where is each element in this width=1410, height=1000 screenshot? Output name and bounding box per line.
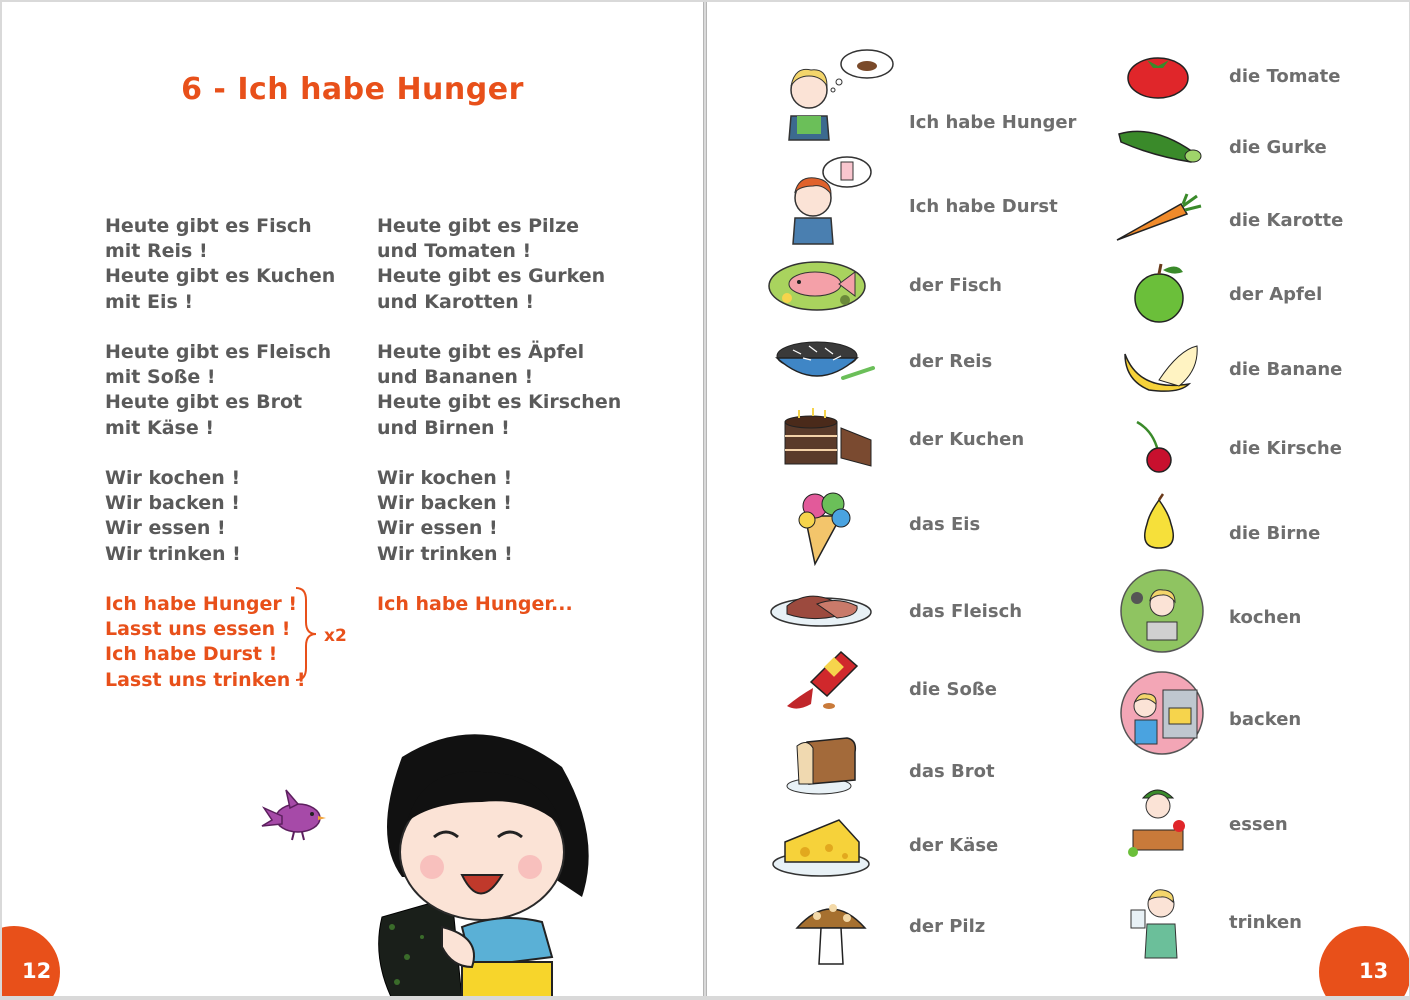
verse-line: Heute gibt es Kuchen bbox=[105, 265, 336, 288]
refrain bbox=[105, 592, 306, 693]
verse-line: Wir trinken ! bbox=[377, 542, 513, 565]
verse-line: mit Eis ! bbox=[105, 290, 194, 313]
vocab-trinken: trinken bbox=[1229, 912, 1302, 933]
verse-line: Heute gibt es Gurken bbox=[377, 265, 606, 288]
vocab-kaese: der Käse bbox=[909, 835, 999, 856]
curly-brace bbox=[294, 586, 318, 682]
fish-plate-illustration bbox=[765, 258, 869, 314]
vocab-tomate: die Tomate bbox=[1229, 66, 1341, 87]
baking-girl-illustration bbox=[1119, 670, 1205, 756]
verse-line: Heute gibt es Pilze bbox=[377, 215, 580, 237]
refrain-line: Lasst uns essen ! bbox=[105, 618, 291, 641]
verse-line: und Bananen ! bbox=[377, 366, 534, 389]
ending-line: Ich habe Hunger... bbox=[377, 593, 573, 615]
verse-line: Wir backen ! bbox=[105, 492, 240, 515]
cucumber-illustration bbox=[1113, 120, 1205, 168]
song-title: 6 - Ich habe Hunger bbox=[181, 72, 524, 107]
refrain-line: Lasst uns trinken ! bbox=[105, 668, 306, 691]
right-page bbox=[706, 2, 1409, 996]
vocab-ich-habe-hunger: Ich habe Hunger bbox=[909, 112, 1077, 133]
verse-line: Heute gibt es Fisch bbox=[105, 215, 312, 237]
vocab-fleisch: das Fleisch bbox=[909, 601, 1023, 622]
laughing-girl-illustration bbox=[362, 727, 602, 996]
verse-line: Wir kochen ! bbox=[377, 467, 513, 489]
sauce-bottle-illustration bbox=[781, 646, 861, 716]
verse-line: mit Soße ! bbox=[105, 366, 216, 389]
verse-line: Heute gibt es Fleisch bbox=[105, 341, 332, 363]
tomato-illustration bbox=[1125, 50, 1191, 102]
vocab-ich-habe-durst: Ich habe Durst bbox=[909, 196, 1058, 217]
verse-line: Heute gibt es Kirschen bbox=[377, 391, 622, 414]
purple-bird-illustration bbox=[258, 786, 330, 844]
verse-line: Wir backen ! bbox=[377, 492, 512, 515]
verse-line: und Karotten ! bbox=[377, 290, 535, 313]
cheese-illustration bbox=[769, 812, 873, 878]
meat-plate-illustration bbox=[767, 586, 875, 628]
cooking-girl-illustration bbox=[1119, 568, 1205, 654]
drinking-boy-illustration bbox=[1127, 882, 1191, 960]
banana-illustration bbox=[1119, 340, 1203, 398]
refrain-line: Ich habe Hunger ! bbox=[105, 593, 298, 615]
vocab-apfel: der Apfel bbox=[1229, 284, 1323, 305]
vocab-pilz: der Pilz bbox=[909, 916, 986, 937]
verse-line: und Birnen ! bbox=[377, 416, 510, 439]
verse-line: mit Reis ! bbox=[105, 240, 208, 263]
verse-line: und Tomaten ! bbox=[377, 240, 532, 263]
carrot-illustration bbox=[1111, 192, 1203, 248]
repeat-mark: x2 bbox=[324, 626, 347, 646]
vocab-sosse: die Soße bbox=[909, 679, 998, 700]
vocab-kochen: kochen bbox=[1229, 607, 1302, 628]
apple-illustration bbox=[1131, 260, 1191, 326]
song-ending bbox=[377, 592, 573, 617]
verse-line: Wir essen ! bbox=[105, 517, 226, 540]
vocab-karotte: die Karotte bbox=[1229, 210, 1344, 231]
stanza-col2-3 bbox=[377, 466, 513, 567]
verse-line: Wir kochen ! bbox=[105, 467, 241, 489]
verse-line: Wir trinken ! bbox=[105, 542, 241, 565]
vocab-kuchen: der Kuchen bbox=[909, 429, 1025, 450]
verse-line: Wir essen ! bbox=[377, 517, 498, 540]
hungry-girl-illustration bbox=[775, 46, 899, 144]
stanza-col1-3 bbox=[105, 466, 241, 567]
vocab-reis: der Reis bbox=[909, 351, 993, 372]
thirsty-boy-illustration bbox=[775, 154, 875, 246]
bread-illustration bbox=[783, 732, 863, 796]
vocab-gurke: die Gurke bbox=[1229, 137, 1327, 158]
vocab-banane: die Banane bbox=[1229, 359, 1343, 380]
rice-bowl-illustration bbox=[773, 334, 877, 392]
stanza-col1-2 bbox=[105, 340, 331, 441]
vocab-essen: essen bbox=[1229, 814, 1288, 835]
mushroom-illustration bbox=[793, 896, 869, 968]
vocab-birne: die Birne bbox=[1229, 523, 1321, 544]
eating-boy-illustration bbox=[1121, 780, 1195, 862]
stanza-col1-1 bbox=[105, 214, 335, 315]
verse-line: mit Käse ! bbox=[105, 416, 215, 439]
page-number: 13 bbox=[1359, 959, 1389, 983]
refrain-line: Ich habe Durst ! bbox=[105, 643, 278, 666]
vocab-eis: das Eis bbox=[909, 514, 981, 535]
vocab-fisch: der Fisch bbox=[909, 275, 1002, 296]
left-page bbox=[2, 2, 704, 996]
stanza-col2-1 bbox=[377, 214, 605, 315]
verse-line: Heute gibt es Brot bbox=[105, 391, 303, 414]
cake-illustration bbox=[779, 404, 875, 470]
vocab-kirsche: die Kirsche bbox=[1229, 438, 1342, 459]
verse-line: Heute gibt es Äpfel bbox=[377, 341, 585, 363]
cherry-illustration bbox=[1127, 418, 1177, 474]
page-number: 12 bbox=[22, 959, 52, 983]
stanza-col2-2 bbox=[377, 340, 621, 441]
vocab-backen: backen bbox=[1229, 709, 1302, 730]
vocab-brot: das Brot bbox=[909, 761, 995, 782]
pear-illustration bbox=[1135, 492, 1183, 552]
ice-cream-illustration bbox=[791, 486, 855, 566]
